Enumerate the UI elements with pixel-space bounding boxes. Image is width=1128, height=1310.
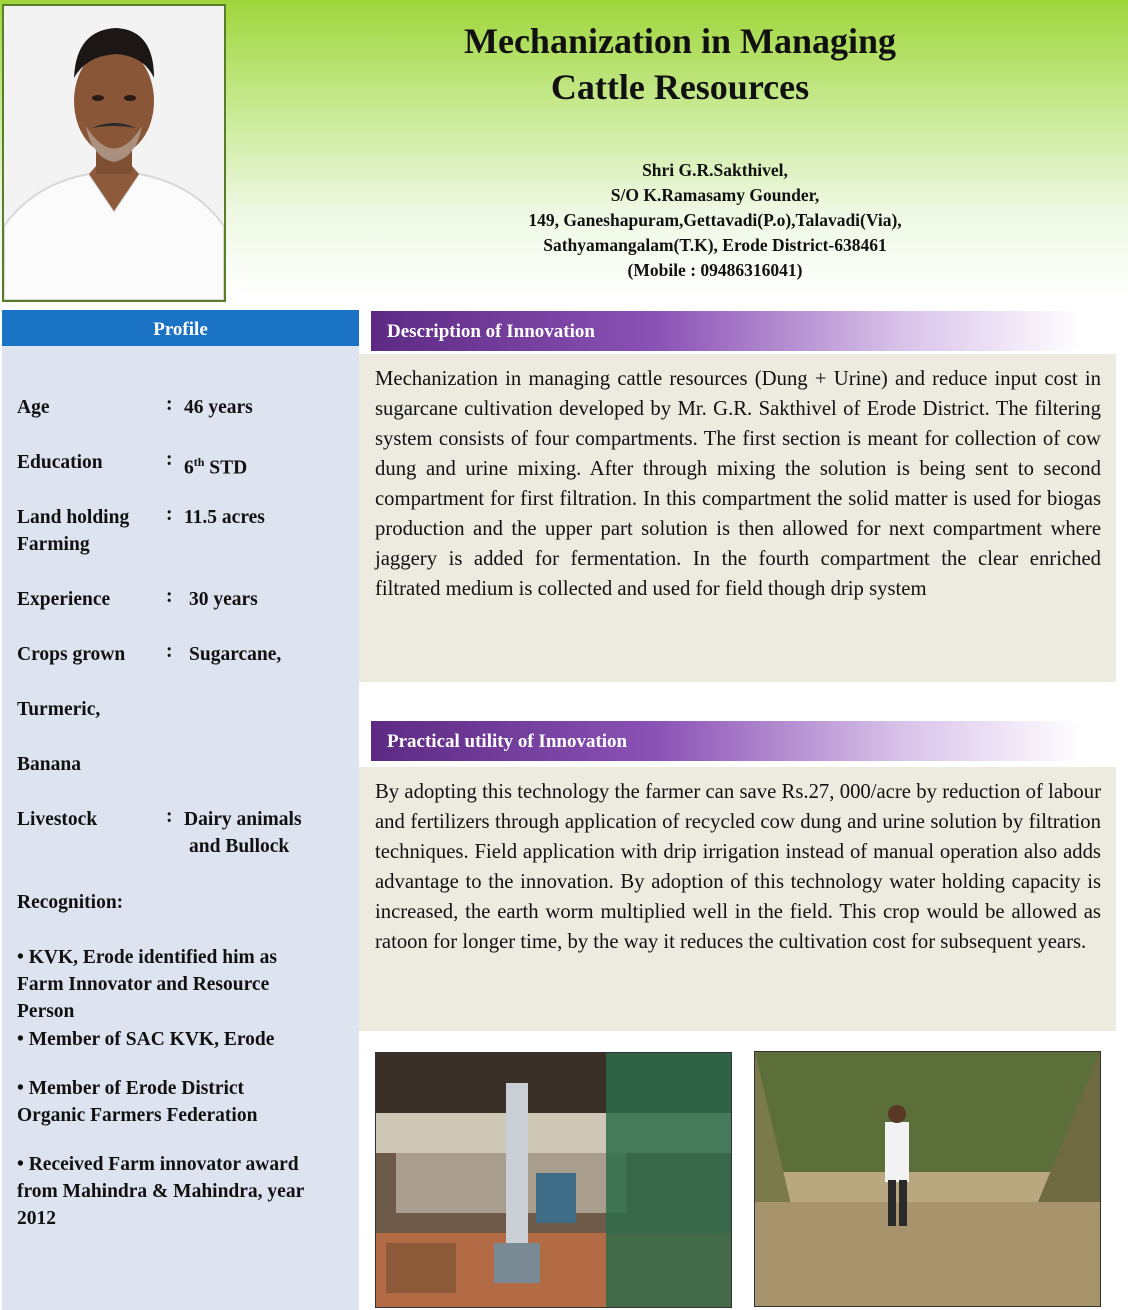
education-label: Education	[17, 452, 103, 473]
livestock-label: Livestock	[17, 809, 98, 830]
recognition-item-2-line-1: • Member of SAC KVK, Erode	[17, 1029, 275, 1050]
title-line-1: Mechanization in Managing	[463, 21, 897, 61]
education-value	[184, 449, 247, 482]
title-line-2: Cattle Resources	[550, 67, 810, 107]
utility-body: By adopting this technology the farmer can save Rs.27, 000/acre by reduction of labour and fertilizers through application of recycled cow dung and urine solution by filtration techniques. Field application with drip irrigation instead of manual operation also adds advantage to the innovation. By adoption of this technology water holding capacity is increased, the earth worm multiplied well in the field. This crop would be allowed as ratoon for longer time, by the way it reduces the cultivation cost for subsequent years.	[359, 767, 1116, 1031]
filtration-setup-photo	[375, 1052, 732, 1308]
farmer-portrait-drawing	[4, 6, 224, 300]
description-body: Mechanization in managing cattle resources (Dung + Urine) and reduce input cost in sugarcane cultivation developed by Mr. G.R. Sakthivel of Erode District. The filtering system consists of four compartments. The first section is meant for collection of cow dung and urine mixing. After through mixing the solution is being sent to second compartment for first filtration. In this compartment the solid matter is used for biogas production and the upper part solution is then allowed for next compartment where jaggery is added for fermentation. In the fourth compartment the clear enriched filtrated medium is collected and used for field though drip system	[359, 354, 1116, 682]
land-label-1: Land holding	[17, 507, 130, 528]
recognition-item-4-line-1: • Received Farm innovator award	[17, 1154, 299, 1175]
sugarcane-field-photo	[754, 1051, 1101, 1307]
experience-colon: :	[166, 586, 173, 607]
farmer-address	[430, 158, 1000, 283]
recognition-item-1-line-1: • KVK, Erode identified him as	[17, 947, 277, 968]
education-colon: :	[166, 449, 173, 470]
recognition-item-3-line-1: • Member of Erode District	[17, 1078, 245, 1099]
recognition-item-3	[17, 1075, 257, 1129]
page-title	[380, 18, 980, 110]
age-value: 46 years	[184, 397, 253, 418]
age-label: Age	[17, 397, 50, 418]
recognition-item-1	[17, 944, 277, 1025]
filtration-setup-drawing	[376, 1053, 731, 1307]
recognition-label: Recognition:	[17, 892, 124, 913]
education-ordinal: th	[193, 455, 205, 469]
recognition-item-4-line-3: 2012	[17, 1208, 56, 1229]
profile-heading: Profile	[2, 310, 359, 346]
sugarcane-field-drawing	[755, 1052, 1100, 1306]
address-line-2: Sathyamangalam(T.K), Erode District-638461	[543, 235, 887, 255]
description-heading: Description of Innovation	[371, 311, 1084, 351]
crops-turmeric: Turmeric,	[17, 699, 101, 720]
land-value: 11.5 acres	[184, 507, 265, 528]
recognition-item-3-line-2: Organic Farmers Federation	[17, 1105, 258, 1126]
crops-label: Crops grown	[17, 644, 126, 665]
education-suffix: STD	[204, 457, 248, 479]
recognition-item-1-line-2: Farm Innovator and Resource	[17, 974, 270, 995]
land-label-2: Farming	[17, 534, 90, 555]
livestock-value-1: Dairy animals	[184, 809, 302, 830]
recognition-item-1-line-3: Person	[17, 1001, 75, 1022]
crops-colon: :	[166, 641, 173, 662]
education-number: 6	[184, 457, 194, 479]
age-colon: :	[166, 394, 173, 415]
farmer-portrait	[2, 4, 226, 302]
livestock-value-2: and Bullock	[189, 836, 290, 857]
experience-value: 30 years	[189, 589, 258, 610]
experience-label: Experience	[17, 589, 111, 610]
livestock-colon: :	[166, 806, 173, 827]
address-line-1: 149, Ganeshapuram,Gettavadi(P.o),Talavadi(Via),	[528, 210, 902, 230]
crops-banana: Banana	[17, 754, 81, 775]
utility-heading: Practical utility of Innovation	[371, 721, 1084, 761]
farmer-mobile: (Mobile : 09486316041)	[627, 260, 803, 280]
recognition-item-4-line-2: from Mahindra & Mahindra, year	[17, 1181, 305, 1202]
recognition-item-2	[17, 1026, 274, 1053]
farmer-parent: S/O K.Ramasamy Gounder,	[610, 185, 820, 205]
land-colon: :	[166, 504, 173, 525]
farmer-name: Shri G.R.Sakthivel,	[642, 160, 788, 180]
crops-value: Sugarcane,	[189, 644, 282, 665]
recognition-item-4	[17, 1151, 304, 1232]
